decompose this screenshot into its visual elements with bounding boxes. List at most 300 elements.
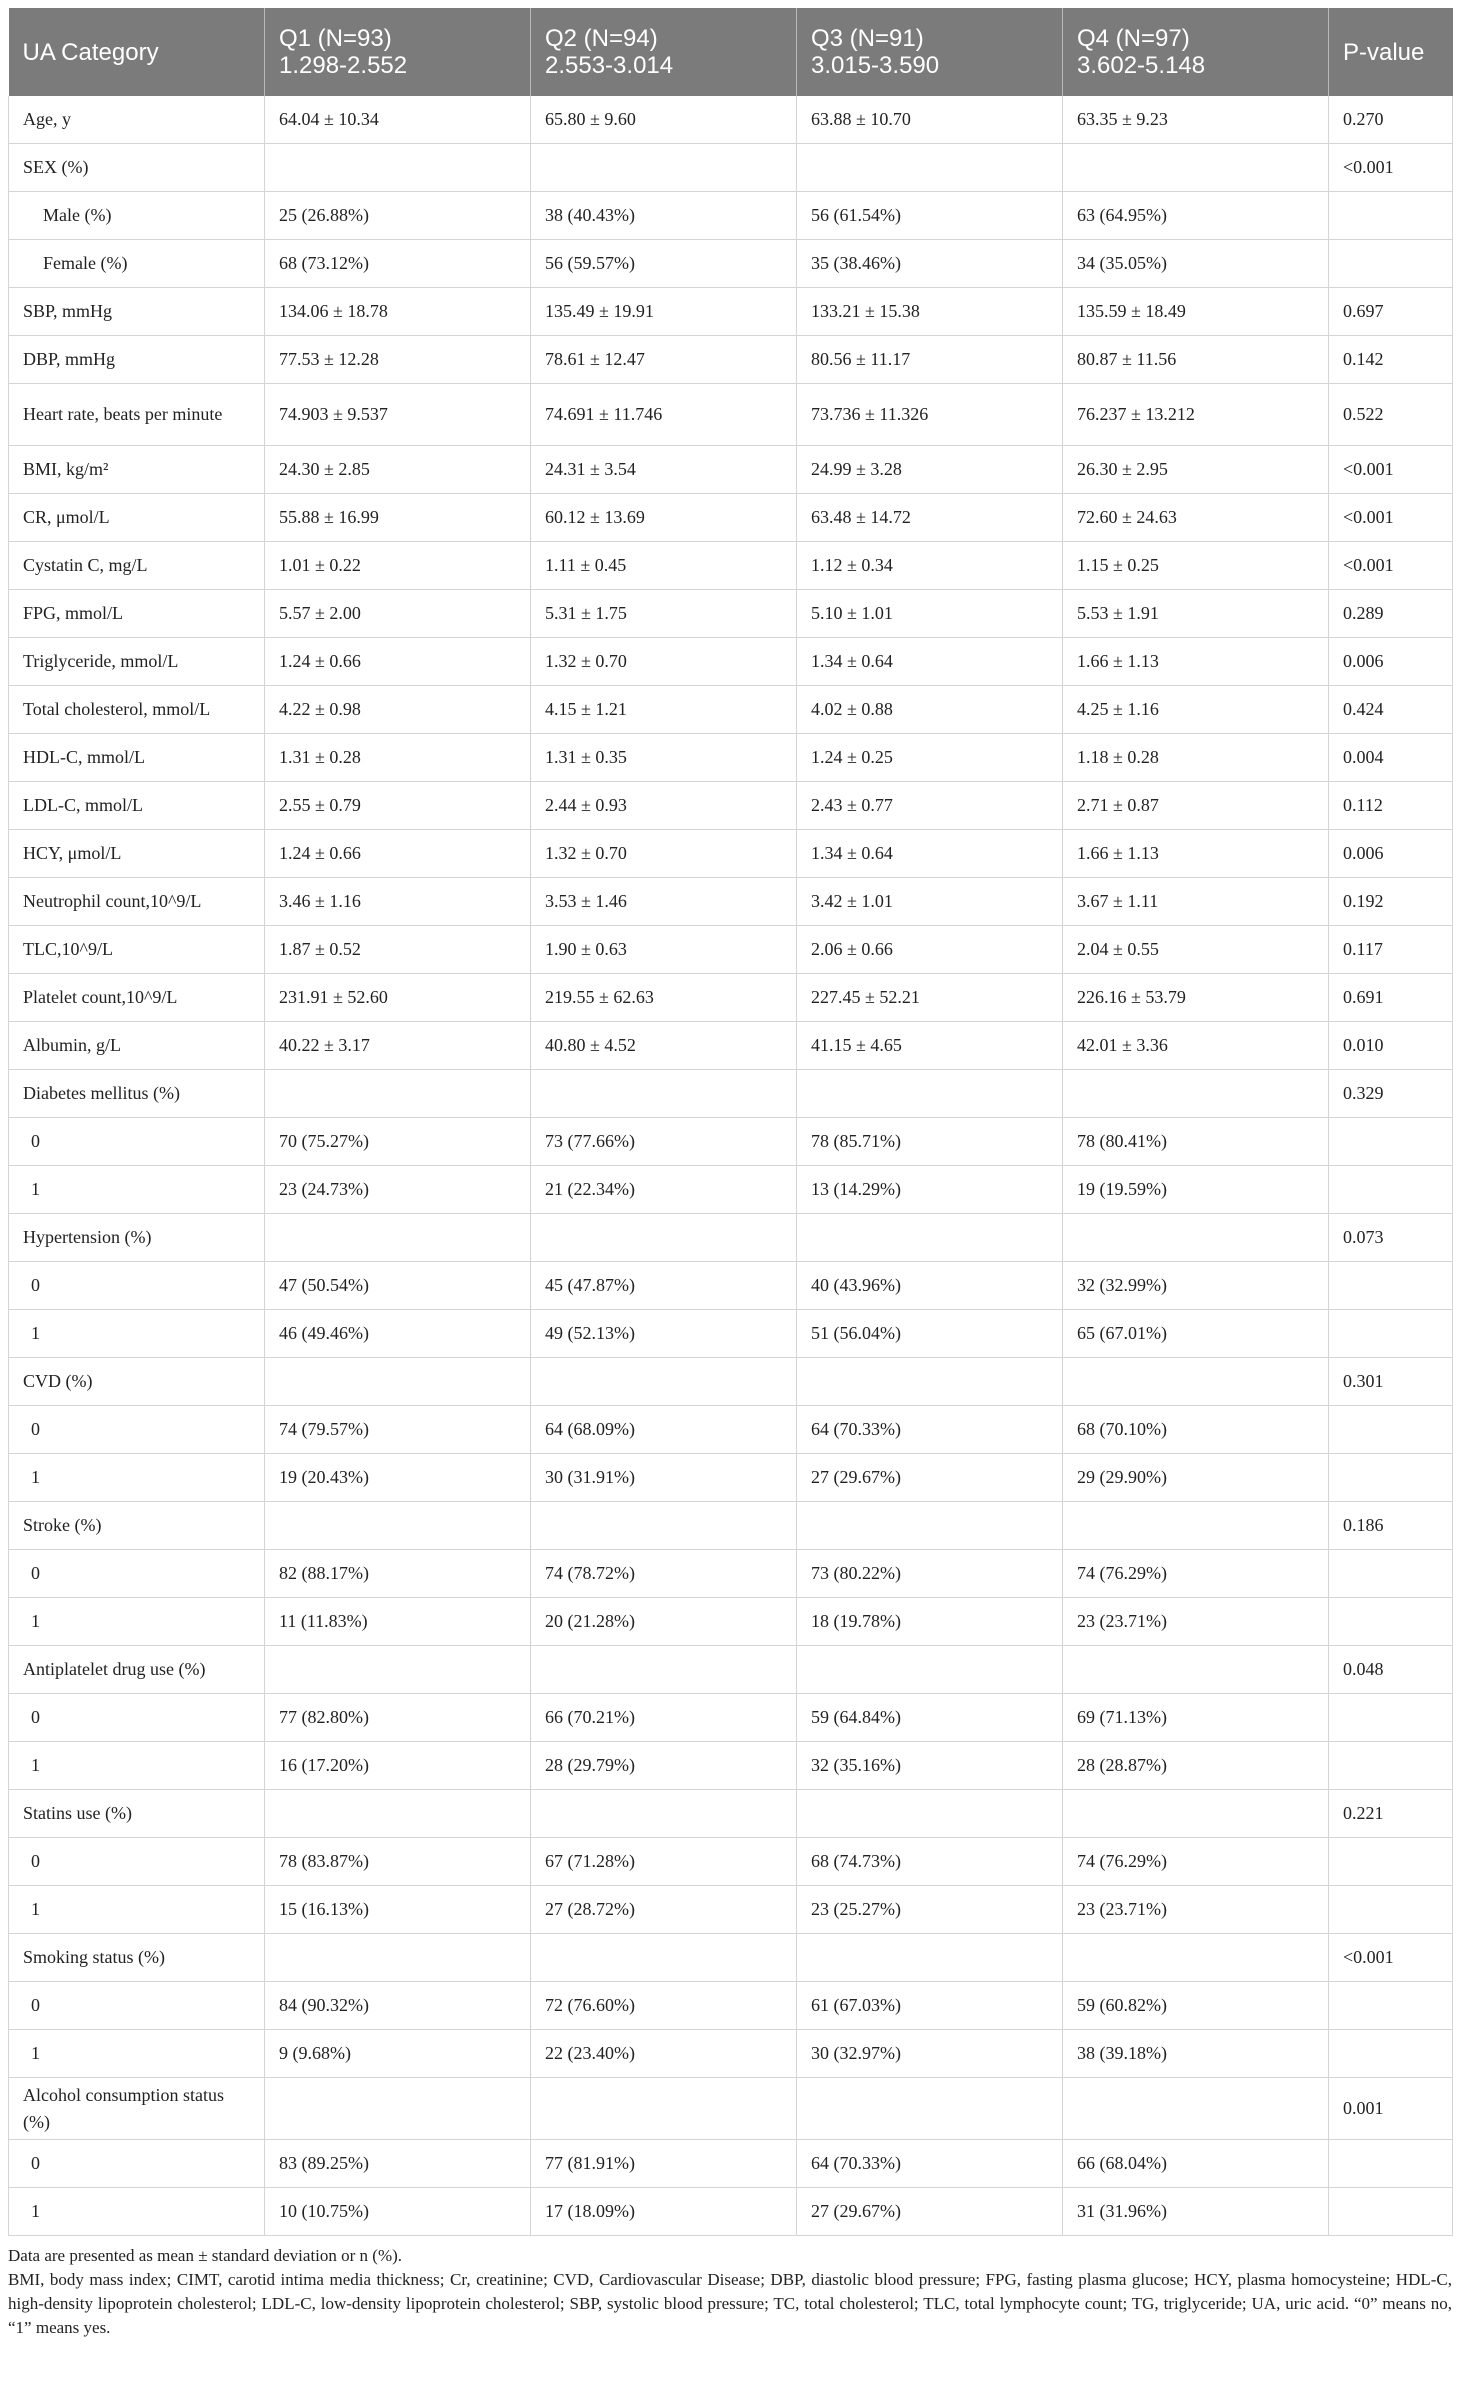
- cell-p-value: 0.192: [1329, 878, 1453, 926]
- cell-q3: 73 (80.22%): [797, 1550, 1063, 1598]
- row-label: Antiplatelet drug use (%): [9, 1646, 265, 1694]
- row-label: SEX (%): [9, 144, 265, 192]
- table-row: [9, 1886, 1453, 1934]
- row-label: Neutrophil count,10^9/L: [9, 878, 265, 926]
- cell-q1: 78 (83.87%): [265, 1838, 531, 1886]
- row-label: Smoking status (%): [9, 1934, 265, 1982]
- row-label: Platelet count,10^9/L: [9, 974, 265, 1022]
- row-label: CR, μmol/L: [9, 494, 265, 542]
- cell-q1: [265, 1790, 531, 1838]
- cell-p-value: 0.004: [1329, 734, 1453, 782]
- cell-q1: [265, 1214, 531, 1262]
- cell-q1: [265, 1502, 531, 1550]
- cell-q2: 17 (18.09%): [531, 2188, 797, 2236]
- table-row: [9, 542, 1453, 590]
- cell-q1: [265, 2078, 531, 2140]
- row-label: Triglyceride, mmol/L: [9, 638, 265, 686]
- header-range: 3.602-5.148: [1077, 52, 1206, 79]
- header-ua-category: [9, 8, 265, 96]
- cell-q3: 133.21 ± 15.38: [797, 288, 1063, 336]
- cell-q1: 84 (90.32%): [265, 1982, 531, 2030]
- cell-q4: 42.01 ± 3.36: [1063, 1022, 1329, 1070]
- cell-q4: [1063, 1646, 1329, 1694]
- cell-q3: 13 (14.29%): [797, 1166, 1063, 1214]
- cell-q1: 82 (88.17%): [265, 1550, 531, 1598]
- cell-p-value: <0.001: [1329, 542, 1453, 590]
- cell-q4: 66 (68.04%): [1063, 2140, 1329, 2188]
- cell-p-value: 0.289: [1329, 590, 1453, 638]
- cell-q4: [1063, 1070, 1329, 1118]
- cell-q3: 30 (32.97%): [797, 2030, 1063, 2078]
- cell-q3: 27 (29.67%): [797, 1454, 1063, 1502]
- cell-q1: 10 (10.75%): [265, 2188, 531, 2236]
- cell-q3: 27 (29.67%): [797, 2188, 1063, 2236]
- row-label: HDL-C, mmol/L: [9, 734, 265, 782]
- cell-q2: [531, 2078, 797, 2140]
- cell-q4: 34 (35.05%): [1063, 240, 1329, 288]
- cell-q3: 41.15 ± 4.65: [797, 1022, 1063, 1070]
- cell-q1: 25 (26.88%): [265, 192, 531, 240]
- cell-q1: 2.55 ± 0.79: [265, 782, 531, 830]
- cell-p-value: [1329, 1694, 1453, 1742]
- cell-q4: 1.66 ± 1.13: [1063, 638, 1329, 686]
- row-label: 1: [9, 1598, 265, 1646]
- cell-p-value: 0.270: [1329, 96, 1453, 144]
- cell-q2: 28 (29.79%): [531, 1742, 797, 1790]
- cell-q3: [797, 1214, 1063, 1262]
- cell-q2: 3.53 ± 1.46: [531, 878, 797, 926]
- table-row: [9, 1406, 1453, 1454]
- cell-q3: [797, 1358, 1063, 1406]
- row-label: 0: [9, 1118, 265, 1166]
- row-label: Female (%): [9, 240, 265, 288]
- cell-q1: [265, 1070, 531, 1118]
- cell-q4: 3.67 ± 1.11: [1063, 878, 1329, 926]
- header-label: Q4 (N=97): [1077, 25, 1190, 52]
- cell-q1: 77 (82.80%): [265, 1694, 531, 1742]
- table-container: [8, 8, 1452, 2340]
- row-label: CVD (%): [9, 1358, 265, 1406]
- cell-q2: 66 (70.21%): [531, 1694, 797, 1742]
- row-label: SBP, mmHg: [9, 288, 265, 336]
- footnote-data-presentation: Data are presented as mean ± standard deviation or n (%).: [8, 2246, 403, 2265]
- cell-q4: 2.71 ± 0.87: [1063, 782, 1329, 830]
- cell-q2: 27 (28.72%): [531, 1886, 797, 1934]
- cell-p-value: [1329, 2188, 1453, 2236]
- cell-p-value: [1329, 1310, 1453, 1358]
- cell-q1: 40.22 ± 3.17: [265, 1022, 531, 1070]
- cell-q3: 5.10 ± 1.01: [797, 590, 1063, 638]
- cell-p-value: 0.112: [1329, 782, 1453, 830]
- cell-q2: [531, 1070, 797, 1118]
- cell-q3: 1.24 ± 0.25: [797, 734, 1063, 782]
- table-row: [9, 1310, 1453, 1358]
- cell-q4: 78 (80.41%): [1063, 1118, 1329, 1166]
- cell-q1: 11 (11.83%): [265, 1598, 531, 1646]
- cell-q4: 63 (64.95%): [1063, 192, 1329, 240]
- cell-q3: 1.12 ± 0.34: [797, 542, 1063, 590]
- row-label: 0: [9, 1550, 265, 1598]
- table-row: [9, 2030, 1453, 2078]
- table-header: [9, 8, 1453, 96]
- row-label: Hypertension (%): [9, 1214, 265, 1262]
- header-label: UA Category: [22, 38, 159, 66]
- cell-q2: [531, 1934, 797, 1982]
- cell-p-value: 0.006: [1329, 830, 1453, 878]
- cell-q4: 2.04 ± 0.55: [1063, 926, 1329, 974]
- row-label: 0: [9, 1406, 265, 1454]
- cell-p-value: [1329, 1166, 1453, 1214]
- cell-p-value: [1329, 192, 1453, 240]
- row-label: 1: [9, 1742, 265, 1790]
- table-row: [9, 878, 1453, 926]
- table-footnotes: [8, 2244, 1452, 2340]
- header-q2: [531, 8, 797, 96]
- cell-q3: [797, 1502, 1063, 1550]
- cell-q4: 69 (71.13%): [1063, 1694, 1329, 1742]
- cell-q4: 5.53 ± 1.91: [1063, 590, 1329, 638]
- cell-q3: 35 (38.46%): [797, 240, 1063, 288]
- cell-q1: 24.30 ± 2.85: [265, 446, 531, 494]
- row-label: 0: [9, 1694, 265, 1742]
- cell-q1: 70 (75.27%): [265, 1118, 531, 1166]
- row-label: 1: [9, 1166, 265, 1214]
- cell-p-value: <0.001: [1329, 144, 1453, 192]
- row-label: 0: [9, 2140, 265, 2188]
- cell-q4: 31 (31.96%): [1063, 2188, 1329, 2236]
- table-row: [9, 192, 1453, 240]
- cell-q2: 1.32 ± 0.70: [531, 830, 797, 878]
- cell-p-value: 0.117: [1329, 926, 1453, 974]
- cell-q1: 19 (20.43%): [265, 1454, 531, 1502]
- cell-q3: 23 (25.27%): [797, 1886, 1063, 1934]
- table-row: [9, 1982, 1453, 2030]
- cell-q1: 4.22 ± 0.98: [265, 686, 531, 734]
- cell-p-value: [1329, 1982, 1453, 2030]
- row-label: 1: [9, 1310, 265, 1358]
- header-label: Q1 (N=93): [279, 25, 392, 52]
- cell-q3: [797, 1790, 1063, 1838]
- cell-q3: 40 (43.96%): [797, 1262, 1063, 1310]
- table-row: [9, 1838, 1453, 1886]
- cell-q3: 2.06 ± 0.66: [797, 926, 1063, 974]
- cell-q1: 16 (17.20%): [265, 1742, 531, 1790]
- cell-q3: 61 (67.03%): [797, 1982, 1063, 2030]
- cell-q2: [531, 1502, 797, 1550]
- cell-q1: 3.46 ± 1.16: [265, 878, 531, 926]
- cell-p-value: 0.522: [1329, 384, 1453, 446]
- cell-q3: 3.42 ± 1.01: [797, 878, 1063, 926]
- header-p-value: [1329, 8, 1453, 96]
- cell-q4: 63.35 ± 9.23: [1063, 96, 1329, 144]
- table-row: [9, 974, 1453, 1022]
- cell-q2: 73 (77.66%): [531, 1118, 797, 1166]
- row-label: TLC,10^9/L: [9, 926, 265, 974]
- cell-p-value: [1329, 1262, 1453, 1310]
- cell-q1: 1.87 ± 0.52: [265, 926, 531, 974]
- cell-q3: 1.34 ± 0.64: [797, 830, 1063, 878]
- cell-q4: 74 (76.29%): [1063, 1550, 1329, 1598]
- cell-q4: 23 (23.71%): [1063, 1598, 1329, 1646]
- cell-q1: [265, 1934, 531, 1982]
- cell-p-value: [1329, 1598, 1453, 1646]
- cell-q4: 28 (28.87%): [1063, 1742, 1329, 1790]
- cell-p-value: [1329, 1838, 1453, 1886]
- header-q1: [265, 8, 531, 96]
- cell-q1: 68 (73.12%): [265, 240, 531, 288]
- cell-q3: [797, 2078, 1063, 2140]
- cell-q2: 77 (81.91%): [531, 2140, 797, 2188]
- cell-p-value: [1329, 1550, 1453, 1598]
- cell-q4: 32 (32.99%): [1063, 1262, 1329, 1310]
- cell-q4: 72.60 ± 24.63: [1063, 494, 1329, 542]
- row-label: Male (%): [9, 192, 265, 240]
- cell-q2: 38 (40.43%): [531, 192, 797, 240]
- cell-q3: 18 (19.78%): [797, 1598, 1063, 1646]
- cell-q4: [1063, 144, 1329, 192]
- cell-p-value: 0.048: [1329, 1646, 1453, 1694]
- cell-q3: 32 (35.16%): [797, 1742, 1063, 1790]
- table-row: [9, 1262, 1453, 1310]
- cell-q2: 24.31 ± 3.54: [531, 446, 797, 494]
- cell-q4: 19 (19.59%): [1063, 1166, 1329, 1214]
- cell-q3: 1.34 ± 0.64: [797, 638, 1063, 686]
- cell-q3: [797, 1070, 1063, 1118]
- cell-q2: 78.61 ± 12.47: [531, 336, 797, 384]
- cell-p-value: 0.073: [1329, 1214, 1453, 1262]
- cell-q2: 45 (47.87%): [531, 1262, 797, 1310]
- row-label: Age, y: [9, 96, 265, 144]
- row-label: Stroke (%): [9, 1502, 265, 1550]
- cell-q2: 4.15 ± 1.21: [531, 686, 797, 734]
- row-label: 1: [9, 2188, 265, 2236]
- table-row: [9, 590, 1453, 638]
- table-row: [9, 1550, 1453, 1598]
- cell-q4: 1.66 ± 1.13: [1063, 830, 1329, 878]
- cell-q3: 2.43 ± 0.77: [797, 782, 1063, 830]
- cell-p-value: 0.697: [1329, 288, 1453, 336]
- row-label: BMI, kg/m²: [9, 446, 265, 494]
- cell-q2: 219.55 ± 62.63: [531, 974, 797, 1022]
- row-label: Cystatin C, mg/L: [9, 542, 265, 590]
- table-row: [9, 144, 1453, 192]
- cell-q4: [1063, 1358, 1329, 1406]
- cell-q3: 80.56 ± 11.17: [797, 336, 1063, 384]
- table-row: [9, 384, 1453, 446]
- cell-q1: 83 (89.25%): [265, 2140, 531, 2188]
- cell-q4: [1063, 1214, 1329, 1262]
- cell-q2: 1.11 ± 0.45: [531, 542, 797, 590]
- cell-q3: [797, 1934, 1063, 1982]
- cell-q4: 59 (60.82%): [1063, 1982, 1329, 2030]
- row-label: 0: [9, 1982, 265, 2030]
- cell-q1: 231.91 ± 52.60: [265, 974, 531, 1022]
- cell-p-value: 0.221: [1329, 1790, 1453, 1838]
- table-row: [9, 1502, 1453, 1550]
- table-row: [9, 1454, 1453, 1502]
- cell-q2: 49 (52.13%): [531, 1310, 797, 1358]
- table-row: [9, 1694, 1453, 1742]
- cell-q1: 55.88 ± 16.99: [265, 494, 531, 542]
- cell-q3: 63.88 ± 10.70: [797, 96, 1063, 144]
- row-label: 1: [9, 1886, 265, 1934]
- table-row: [9, 686, 1453, 734]
- table-row: [9, 240, 1453, 288]
- table-row: [9, 1742, 1453, 1790]
- cell-q1: 1.24 ± 0.66: [265, 830, 531, 878]
- table-row: [9, 926, 1453, 974]
- cell-q1: [265, 1358, 531, 1406]
- cell-p-value: 0.691: [1329, 974, 1453, 1022]
- cell-q3: 64 (70.33%): [797, 1406, 1063, 1454]
- cell-p-value: 0.186: [1329, 1502, 1453, 1550]
- header-range: 1.298-2.552: [279, 52, 408, 79]
- table-row: [9, 336, 1453, 384]
- table-row: [9, 96, 1453, 144]
- cell-q2: 2.44 ± 0.93: [531, 782, 797, 830]
- header-range: 2.553-3.014: [545, 52, 674, 79]
- cell-q3: 227.45 ± 52.21: [797, 974, 1063, 1022]
- cell-q4: 76.237 ± 13.212: [1063, 384, 1329, 446]
- cell-q4: 29 (29.90%): [1063, 1454, 1329, 1502]
- row-label: FPG, mmol/L: [9, 590, 265, 638]
- cell-q3: 63.48 ± 14.72: [797, 494, 1063, 542]
- table-row: [9, 1118, 1453, 1166]
- row-label: 1: [9, 2030, 265, 2078]
- cell-q1: 134.06 ± 18.78: [265, 288, 531, 336]
- row-label: Diabetes mellitus (%): [9, 1070, 265, 1118]
- cell-p-value: 0.301: [1329, 1358, 1453, 1406]
- cell-q4: 23 (23.71%): [1063, 1886, 1329, 1934]
- cell-q3: 59 (64.84%): [797, 1694, 1063, 1742]
- cell-q4: [1063, 1934, 1329, 1982]
- header-q4: [1063, 8, 1329, 96]
- table-row: [9, 1790, 1453, 1838]
- cell-q2: [531, 144, 797, 192]
- table-row: [9, 1646, 1453, 1694]
- cell-q2: 56 (59.57%): [531, 240, 797, 288]
- table-row: [9, 638, 1453, 686]
- cell-q1: [265, 144, 531, 192]
- cell-q4: [1063, 1790, 1329, 1838]
- row-label: Alcohol consumption status (%): [9, 2078, 265, 2140]
- baseline-characteristics-table: [8, 8, 1453, 2236]
- cell-p-value: 0.010: [1329, 1022, 1453, 1070]
- header-q3: [797, 8, 1063, 96]
- cell-q1: 74 (79.57%): [265, 1406, 531, 1454]
- cell-q1: [265, 1646, 531, 1694]
- row-label: 1: [9, 1454, 265, 1502]
- cell-q2: 72 (76.60%): [531, 1982, 797, 2030]
- cell-p-value: <0.001: [1329, 494, 1453, 542]
- cell-q2: 67 (71.28%): [531, 1838, 797, 1886]
- cell-q2: 1.31 ± 0.35: [531, 734, 797, 782]
- cell-q4: 38 (39.18%): [1063, 2030, 1329, 2078]
- cell-q2: 60.12 ± 13.69: [531, 494, 797, 542]
- table-row: [9, 1070, 1453, 1118]
- row-label: HCY, μmol/L: [9, 830, 265, 878]
- footnote-abbreviations: BMI, body mass index; CIMT, carotid intima media thickness; Cr, creatinine; CVD, Cardiovascular Disease; DBP, diastolic blood pressure; FPG, fasting plasma glucose; HCY, plasma homocysteine; HDL-C, high-density lipoprotein cholesterol; LDL-C, low-density lipoprotein cholesterol; SBP, systolic blood pressure; TC, total cholesterol; TLC, total lymphocyte count; TG, triglyceride; UA, uric acid. “0” means no, “1” means yes.: [8, 2270, 1452, 2337]
- table-row: [9, 782, 1453, 830]
- cell-q1: 23 (24.73%): [265, 1166, 531, 1214]
- cell-q4: 135.59 ± 18.49: [1063, 288, 1329, 336]
- cell-q2: 5.31 ± 1.75: [531, 590, 797, 638]
- cell-q1: 1.24 ± 0.66: [265, 638, 531, 686]
- row-label: LDL-C, mmol/L: [9, 782, 265, 830]
- cell-q2: 21 (22.34%): [531, 1166, 797, 1214]
- table-row: [9, 734, 1453, 782]
- cell-q4: 65 (67.01%): [1063, 1310, 1329, 1358]
- cell-p-value: 0.142: [1329, 336, 1453, 384]
- header-row: [9, 8, 1453, 96]
- row-label: Total cholesterol, mmol/L: [9, 686, 265, 734]
- cell-p-value: [1329, 1118, 1453, 1166]
- table-row: [9, 1358, 1453, 1406]
- cell-q2: 40.80 ± 4.52: [531, 1022, 797, 1070]
- cell-p-value: [1329, 2140, 1453, 2188]
- header-label: P-value: [1343, 38, 1425, 66]
- cell-q4: 226.16 ± 53.79: [1063, 974, 1329, 1022]
- table-row: [9, 1022, 1453, 1070]
- cell-q2: 30 (31.91%): [531, 1454, 797, 1502]
- cell-p-value: [1329, 2030, 1453, 2078]
- cell-q4: 74 (76.29%): [1063, 1838, 1329, 1886]
- cell-q2: 22 (23.40%): [531, 2030, 797, 2078]
- cell-q3: 73.736 ± 11.326: [797, 384, 1063, 446]
- cell-q2: 135.49 ± 19.91: [531, 288, 797, 336]
- cell-q1: 46 (49.46%): [265, 1310, 531, 1358]
- cell-q2: [531, 1358, 797, 1406]
- table-row: [9, 1598, 1453, 1646]
- cell-p-value: [1329, 1454, 1453, 1502]
- cell-p-value: [1329, 1406, 1453, 1454]
- cell-p-value: [1329, 240, 1453, 288]
- cell-q4: 1.15 ± 0.25: [1063, 542, 1329, 590]
- cell-p-value: 0.329: [1329, 1070, 1453, 1118]
- cell-q3: 56 (61.54%): [797, 192, 1063, 240]
- cell-q1: 9 (9.68%): [265, 2030, 531, 2078]
- cell-q2: 1.90 ± 0.63: [531, 926, 797, 974]
- cell-q4: [1063, 1502, 1329, 1550]
- table-row: [9, 288, 1453, 336]
- cell-q1: 1.31 ± 0.28: [265, 734, 531, 782]
- cell-q4: 68 (70.10%): [1063, 1406, 1329, 1454]
- cell-q2: [531, 1790, 797, 1838]
- cell-q2: 74 (78.72%): [531, 1550, 797, 1598]
- row-label: 0: [9, 1262, 265, 1310]
- cell-p-value: <0.001: [1329, 446, 1453, 494]
- cell-p-value: [1329, 1886, 1453, 1934]
- cell-q4: 26.30 ± 2.95: [1063, 446, 1329, 494]
- cell-q1: 77.53 ± 12.28: [265, 336, 531, 384]
- table-row: [9, 494, 1453, 542]
- cell-q3: 78 (85.71%): [797, 1118, 1063, 1166]
- header-label: Q2 (N=94): [545, 25, 658, 52]
- row-label: 0: [9, 1838, 265, 1886]
- cell-q3: 64 (70.33%): [797, 2140, 1063, 2188]
- cell-q3: 51 (56.04%): [797, 1310, 1063, 1358]
- table-row: [9, 2140, 1453, 2188]
- cell-q3: 4.02 ± 0.88: [797, 686, 1063, 734]
- cell-q2: 1.32 ± 0.70: [531, 638, 797, 686]
- cell-q1: 74.903 ± 9.537: [265, 384, 531, 446]
- cell-q2: [531, 1646, 797, 1694]
- table-row: [9, 2188, 1453, 2236]
- cell-q2: [531, 1214, 797, 1262]
- header-label: Q3 (N=91): [811, 25, 924, 52]
- cell-q4: 4.25 ± 1.16: [1063, 686, 1329, 734]
- cell-q4: 80.87 ± 11.56: [1063, 336, 1329, 384]
